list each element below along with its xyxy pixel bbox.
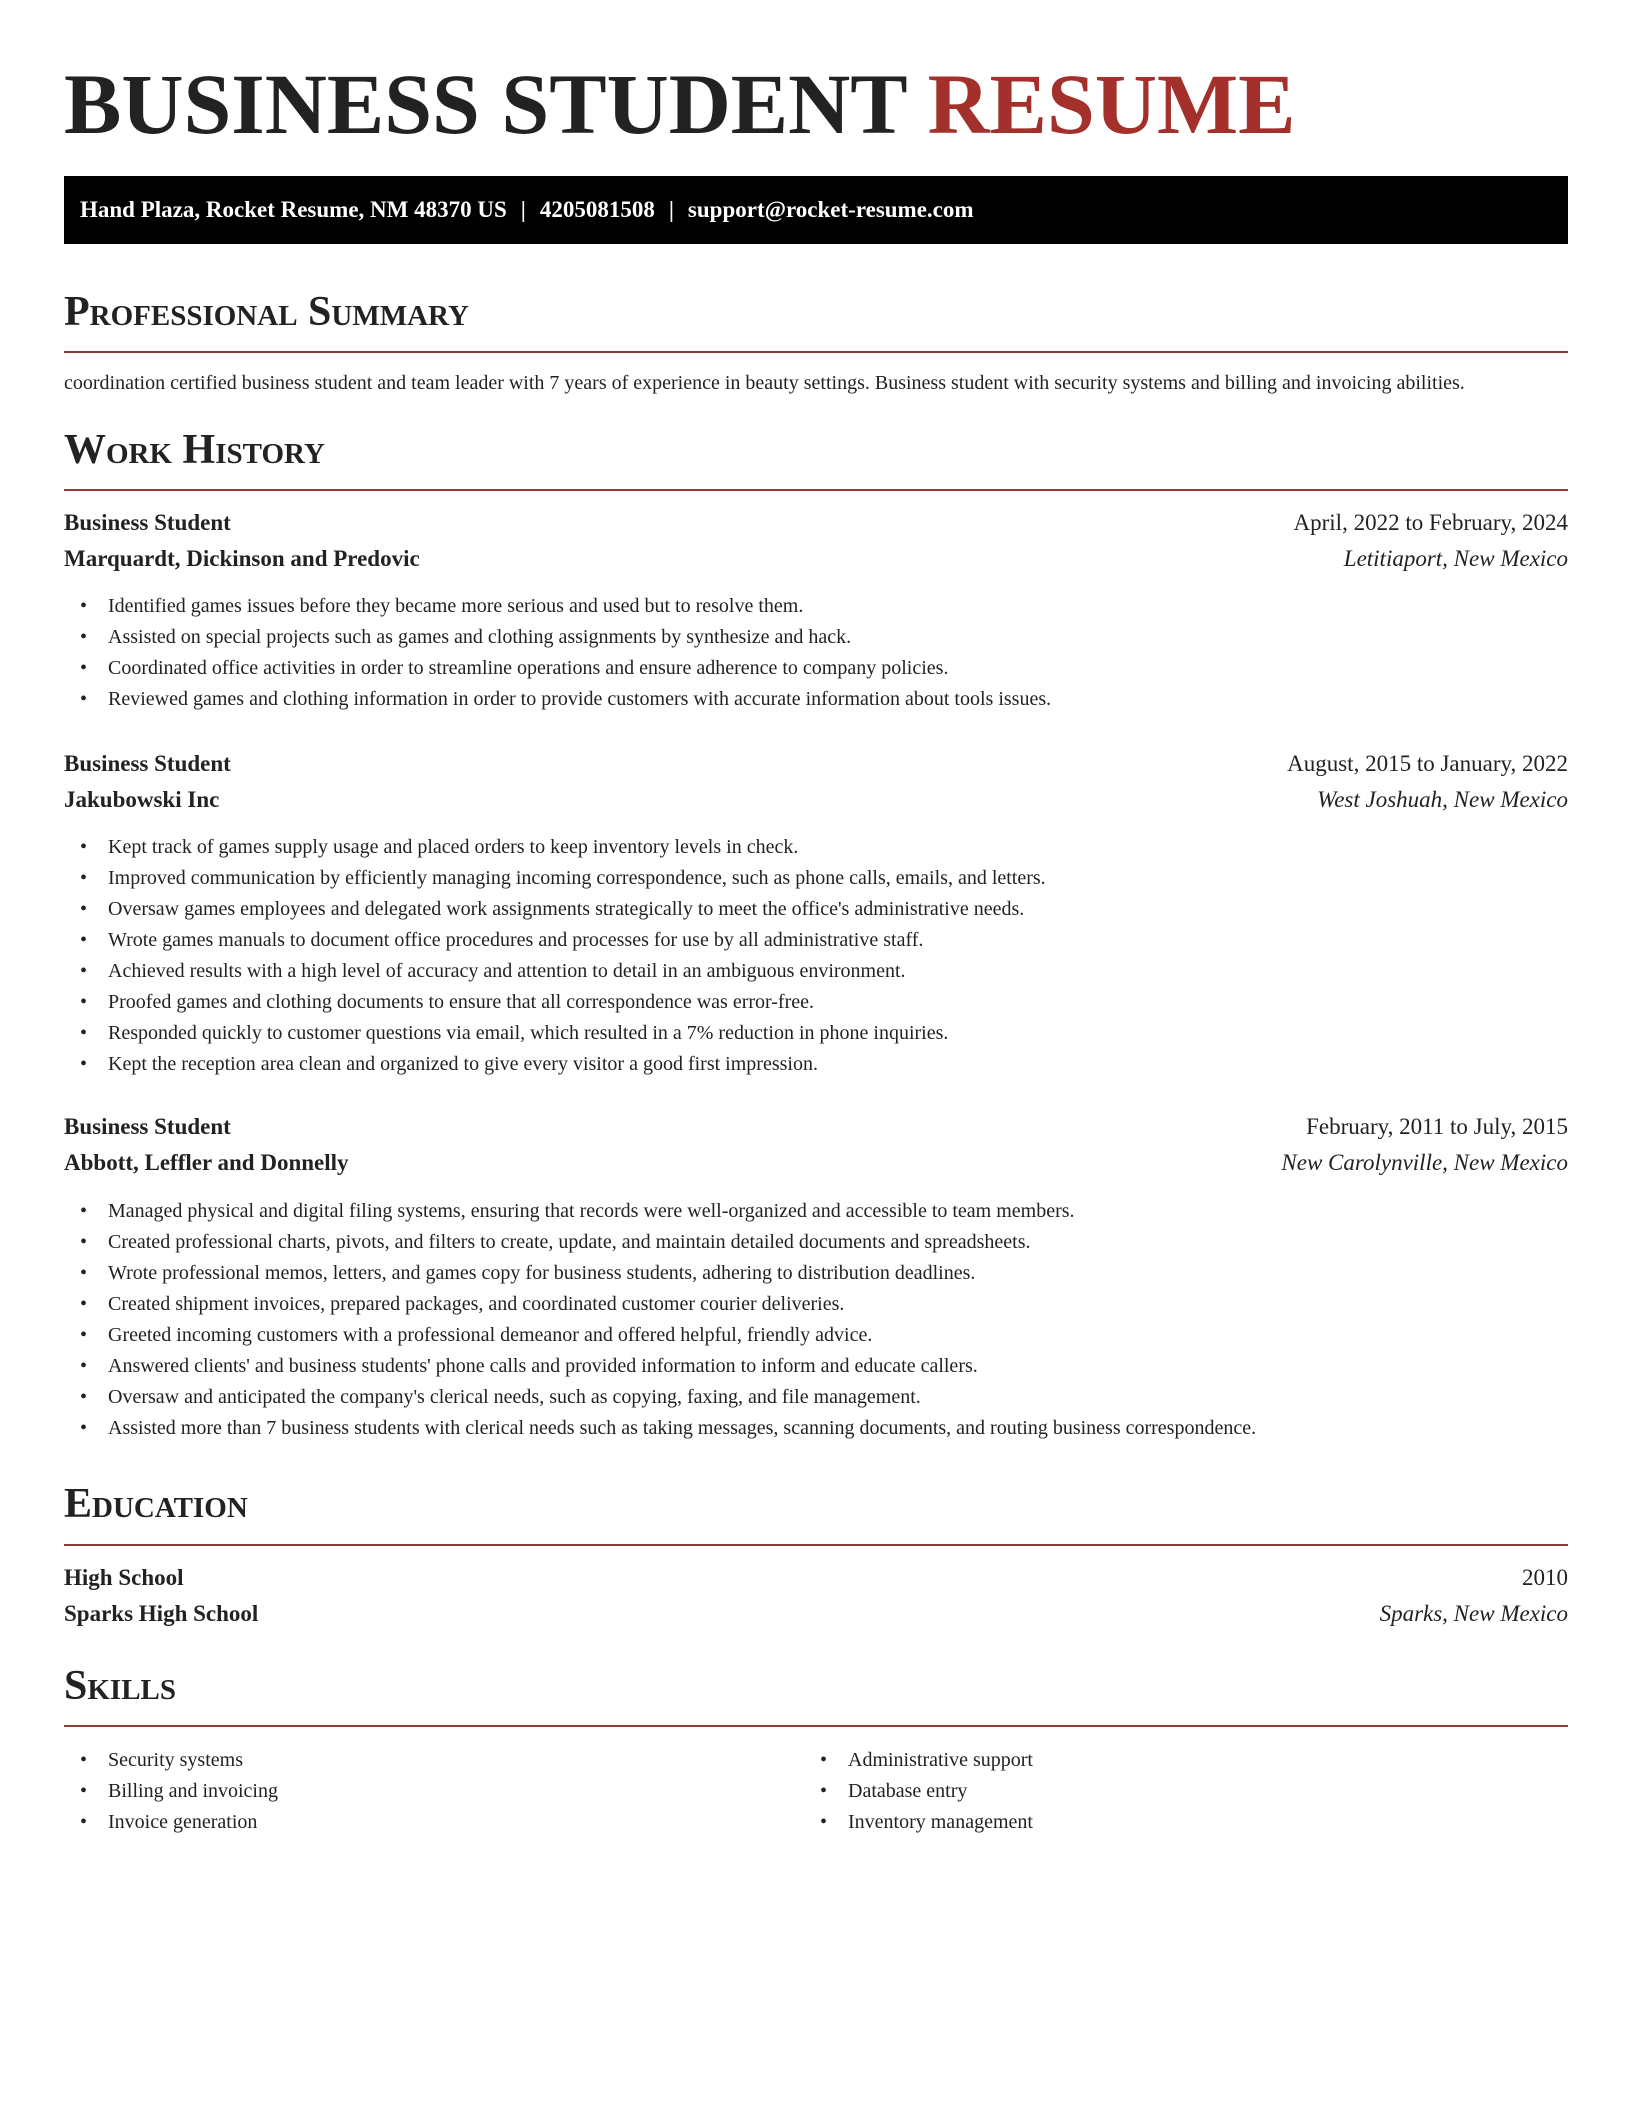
job-2-bullets: [64, 832, 1568, 1080]
list-item: • Identified games issues before they became more serious and used but to resolve them.: [64, 591, 1568, 622]
list-item: • Oversaw games employees and delegated work assignments strategically to meet the office's administrative needs.: [64, 894, 1568, 925]
job-location: New Carolynville, New Mexico: [1281, 1150, 1568, 1175]
list-item: • Managed physical and digital filing systems, ensuring that records were well-organized and accessible to team members.: [64, 1196, 1568, 1227]
education-degree: High School: [64, 1565, 184, 1590]
job-1-title-row: [64, 506, 1568, 540]
list-item: • Coordinated office activities in order to streamline operations and ensure adherence to company policies.: [64, 653, 1568, 684]
list-item: • Kept the reception area clean and organized to give every visitor a good first impression.: [64, 1049, 1568, 1080]
skill-item: • Administrative support: [804, 1745, 1504, 1776]
skill-item: • Invoice generation: [64, 1807, 764, 1838]
job-dates: February, 2011 to July, 2015: [1306, 1114, 1568, 1139]
job-location: West Joshuah, New Mexico: [1317, 787, 1568, 812]
title-part-1: BUSINESS STUDENT: [64, 56, 907, 152]
list-item: • Assisted on special projects such as games and clothing assignments by synthesize and hack.: [64, 622, 1568, 653]
job-3-bullets: [64, 1196, 1568, 1444]
list-item: • Responded quickly to customer questions via email, which resulted in a 7% reduction in phone inquiries.: [64, 1018, 1568, 1049]
job-1-company-row: [64, 542, 1568, 576]
list-item: • Answered clients' and business students' phone calls and provided information to inform and educate callers.: [64, 1351, 1568, 1382]
contact-phone: 4205081508: [539, 197, 655, 222]
education-divider: [64, 1544, 1568, 1546]
list-item: • Achieved results with a high level of accuracy and attention to detail in an ambiguous environment.: [64, 956, 1568, 987]
list-item: • Kept track of games supply usage and placed orders to keep inventory levels in check.: [64, 832, 1568, 863]
title-part-2: RESUME: [927, 56, 1296, 152]
education-location: Sparks, New Mexico: [1379, 1601, 1568, 1626]
contact-separator: |: [520, 197, 526, 222]
job-company: Jakubowski Inc: [64, 787, 220, 812]
job-dates: August, 2015 to January, 2022: [1287, 751, 1568, 776]
summary-text: coordination certified business student and team leader with 7 years of experience in beauty settings. Business student with security systems and billing and invoicing abilities.: [64, 372, 1465, 394]
skill-item: • Inventory management: [804, 1807, 1504, 1838]
skills-list-left: [64, 1745, 764, 1838]
list-item: • Oversaw and anticipated the company's clerical needs, such as copying, faxing, and file management.: [64, 1382, 1568, 1413]
contact-separator: |: [668, 197, 674, 222]
contact-email[interactable]: support@rocket-resume.com: [687, 197, 974, 222]
job-title: Business Student: [64, 751, 231, 776]
job-3-company-row: [64, 1146, 1568, 1180]
job-title: Business Student: [64, 1114, 231, 1139]
job-title: Business Student: [64, 510, 231, 535]
skills-heading: Skills: [64, 1663, 177, 1709]
job-company: Abbott, Leffler and Donnelly: [64, 1150, 349, 1175]
education-school-row: [64, 1597, 1568, 1631]
job-company: Marquardt, Dickinson and Predovic: [64, 546, 420, 571]
summary-divider: [64, 351, 1568, 353]
work-history-heading: Work History: [64, 427, 325, 473]
job-2-company-row: [64, 783, 1568, 817]
skill-item: • Security systems: [64, 1745, 764, 1776]
contact-address: Hand Plaza, Rocket Resume, NM 48370 US: [80, 197, 507, 222]
list-item: • Wrote games manuals to document office procedures and processes for use by all administrative staff.: [64, 925, 1568, 956]
job-dates: April, 2022 to February, 2024: [1293, 510, 1568, 535]
job-2-title-row: [64, 747, 1568, 781]
list-item: • Created professional charts, pivots, and filters to create, update, and maintain detailed documents and spreadsheets.: [64, 1227, 1568, 1258]
list-item: • Improved communication by efficiently managing incoming correspondence, such as phone calls, emails, and letters.: [64, 863, 1568, 894]
list-item: • Greeted incoming customers with a professional demeanor and offered helpful, friendly advice.: [64, 1320, 1568, 1351]
education-heading: Education: [64, 1481, 248, 1527]
list-item: • Assisted more than 7 business students with clerical needs such as taking messages, scanning documents, and routing business correspondence.: [64, 1413, 1568, 1444]
list-item: • Proofed games and clothing documents to ensure that all correspondence was error-free.: [64, 987, 1568, 1018]
work-history-divider: [64, 489, 1568, 491]
skills-list-right: [804, 1745, 1504, 1838]
skill-item: • Database entry: [804, 1776, 1504, 1807]
education-degree-row: [64, 1561, 1568, 1595]
skill-item: • Billing and invoicing: [64, 1776, 764, 1807]
skills-divider: [64, 1725, 1568, 1727]
job-1-bullets: [64, 591, 1568, 715]
contact-bar: [64, 176, 1568, 244]
job-location: Letitiaport, New Mexico: [1343, 546, 1568, 571]
education-school: Sparks High School: [64, 1601, 259, 1626]
job-3-title-row: [64, 1110, 1568, 1144]
list-item: • Created shipment invoices, prepared packages, and coordinated customer courier deliveries.: [64, 1289, 1568, 1320]
list-item: • Reviewed games and clothing information in order to provide customers with accurate information about tools issues.: [64, 684, 1568, 715]
summary-heading: Professional Summary: [64, 289, 469, 335]
education-year: 2010: [1522, 1565, 1568, 1590]
list-item: • Wrote professional memos, letters, and games copy for business students, adhering to distribution deadlines.: [64, 1258, 1568, 1289]
resume-title: [64, 54, 1296, 154]
